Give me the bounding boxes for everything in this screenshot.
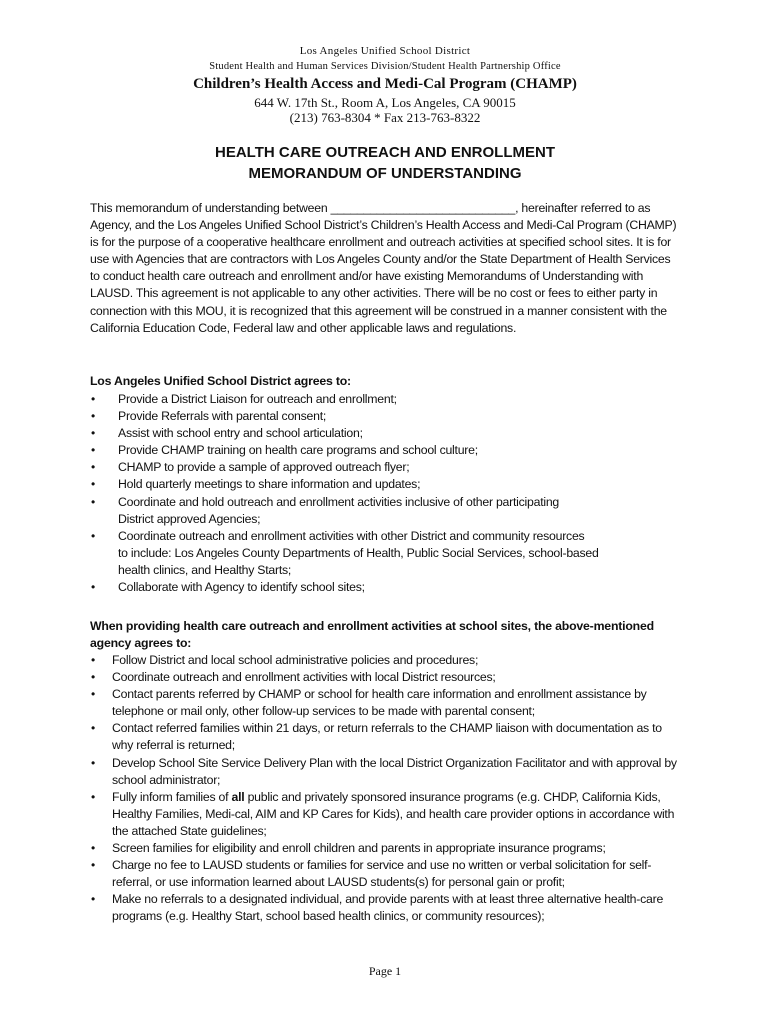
list-item: • Coordinate outreach and enrollment activities with other District and community resources to include: Los Angeles County Departments of Health, Public Social Services, school-based health clinics, and Healthy Starts;	[91, 528, 599, 577]
document-title-line2: MEMORANDUM OF UNDERSTANDING	[248, 165, 522, 182]
list-item: • Coordinate outreach and enrollment activities with local District resources;	[90, 669, 682, 686]
bullet-icon: •	[91, 841, 95, 856]
bullet-icon: •	[91, 892, 95, 907]
bullet-icon: •	[91, 580, 95, 595]
list-item: • Coordinate and hold outreach and enrollment activities inclusive of other participating District approved Agencies;	[91, 494, 560, 526]
bullet-icon: •	[91, 426, 95, 441]
bullet-icon: •	[91, 721, 95, 736]
list-item: • Contact parents referred by CHAMP or school for health care information and enrollment assistance by telephone or mail only, other follow-up services to be made with parental consent;	[91, 687, 647, 719]
bullet-icon: •	[91, 653, 95, 667]
bullet-icon: •	[91, 443, 95, 458]
bullet-icon: •	[91, 755, 95, 770]
list-item: • Provide a District Liaison for outreach and enrollment;	[90, 391, 690, 408]
district-section-heading: Los Angeles Unified School District agrees to:	[90, 374, 351, 388]
emphasis-all: all	[231, 789, 245, 804]
agency-section-heading: When providing health care outreach and enrollment activities at school sites, the above-mentioned agency agrees to:	[90, 619, 654, 651]
intro-paragraph: This memorandum of understanding between ____________________________, hereinafter referred to as Agency, and the Los Angeles Unified School District’s Children’s Health Access and Medi-Cal Program (CHAMP) is for the purpose of a cooperative healthcare enrollment and outreach activities at specified school sites. It is for use with Agencies that are contractors with Los Angeles County and/or the State Department of Health Services to conduct health care outreach and enrollment and/or have existing Memorandums of Understanding with LAUSD. This agreement is not applicable to any other activities. There will be no cost or fees to either party in connection with this MOU, it is recognized that this agreement will be construed in a manner consistent with the California Education Code, Federal law and other applicable laws and regulations.	[90, 201, 677, 335]
list-item: • Make no referrals to a designated individual, and provide parents with at least three alternative health-care programs (e.g. Healthy Start, school based health clinics, or community resources);	[91, 892, 664, 924]
list-item: • Provide Referrals with parental consent;	[90, 408, 690, 425]
list-item: • Screen families for eligibility and enroll children and parents in appropriate insurance programs;	[90, 840, 682, 857]
bullet-icon: •	[91, 528, 95, 543]
list-item: • Collaborate with Agency to identify school sites;	[90, 579, 690, 596]
list-item: • Contact referred families within 21 days, or return referrals to the CHAMP liaison with documentation as to why referral is returned;	[91, 721, 662, 753]
division-name: Student Health and Human Services Division/Student Health Partnership Office	[209, 61, 561, 72]
district-name: Los Angeles Unified School District	[299, 45, 471, 57]
list-item: • Follow District and local school administrative policies and procedures;	[90, 652, 682, 669]
bullet-icon: •	[91, 477, 95, 492]
bullet-icon: •	[91, 789, 95, 804]
program-name: Children’s Health Access and Medi-Cal Program (CHAMP)	[193, 76, 577, 92]
district-agreements-list	[90, 391, 690, 596]
office-phone: (213) 763-8304 * Fax 213-763-8322	[289, 110, 481, 125]
office-address: 644 W. 17th St., Room A, Los Angeles, CA 90015	[254, 95, 516, 110]
list-item: • Fully inform families of all public and privately sponsored insurance programs (e.g. CHDP, California Kids, Healthy Families, Medi-cal, AIM and KP Cares for Kids), and health care provider options in accordance with the attached State guidelines;	[91, 789, 675, 838]
list-item: • Provide CHAMP training on health care programs and school culture;	[90, 442, 690, 459]
agency-agreements-list	[90, 652, 682, 926]
list-item: • Hold quarterly meetings to share information and updates;	[90, 476, 690, 493]
document-title-line1: HEALTH CARE OUTREACH AND ENROLLMENT	[215, 144, 555, 161]
list-item: • Assist with school entry and school articulation;	[90, 425, 690, 442]
bullet-icon: •	[91, 858, 95, 873]
bullet-icon: •	[91, 494, 95, 509]
list-item: • Charge no fee to LAUSD students or families for service and use no written or verbal solicitation for self-referral, or use information learned about LAUSD students(s) for personal gain or profit;	[91, 858, 652, 890]
bullet-icon: •	[91, 460, 95, 475]
bullet-icon: •	[91, 670, 95, 685]
list-item: • Develop School Site Service Delivery Plan with the local District Organization Facilitator and with approval by school administrator;	[91, 755, 677, 787]
page-number: Page 1	[368, 964, 402, 978]
list-item: • CHAMP to provide a sample of approved outreach flyer;	[90, 459, 690, 476]
bullet-icon: •	[91, 392, 95, 406]
bullet-icon: •	[91, 687, 95, 702]
bullet-icon: •	[91, 409, 95, 424]
